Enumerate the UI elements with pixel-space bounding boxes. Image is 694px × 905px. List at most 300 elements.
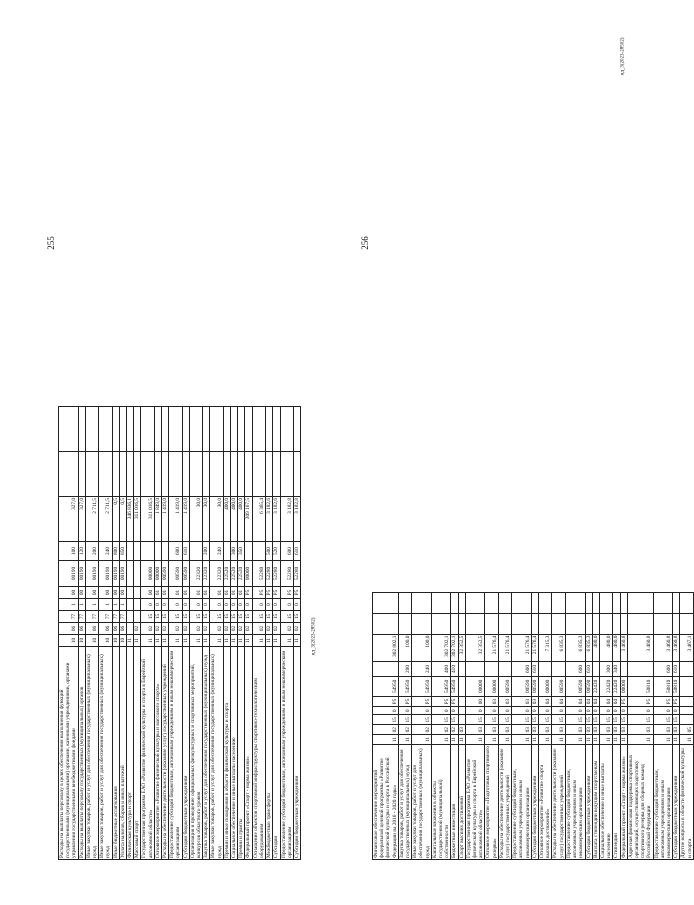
- code-expense-type: [223, 542, 230, 561]
- code-section: 11: [680, 735, 693, 745]
- code-subprogram: 0: [498, 707, 511, 715]
- code-section: 11: [412, 735, 432, 745]
- code-section: 11: [431, 735, 451, 745]
- code-subprogram: 0: [210, 599, 223, 611]
- amount-2: [245, 452, 252, 497]
- code-subprogram: 0: [620, 707, 627, 715]
- table-row: [431, 593, 451, 860]
- code-event: 01: [238, 587, 245, 599]
- code-expense-type: 500: [266, 542, 273, 561]
- code-subprogram: 0: [238, 599, 245, 611]
- code-section: 11: [189, 635, 202, 647]
- table-row: [680, 593, 693, 860]
- amount-1: 21 576,4: [485, 634, 498, 662]
- code-subprogram: 0: [293, 599, 300, 611]
- code-program: 77: [119, 611, 126, 623]
- table-row: [189, 407, 202, 860]
- code-program: 15: [498, 715, 511, 725]
- code-event: P5: [398, 697, 411, 707]
- row-name: Социальное обеспечение и иные выплаты населению: [231, 647, 238, 860]
- row-name: Предоставление субсидий бюджетным, автономным учреждениям и иным некоммерческим организациям: [565, 744, 585, 859]
- code-subsection: 03: [653, 725, 673, 735]
- code-direction: 50810: [653, 676, 673, 696]
- code-section: 11: [373, 735, 399, 745]
- code-section: 11: [451, 735, 458, 745]
- table-row: [531, 593, 538, 860]
- row-name: Иные закупки товаров, работ и услуг для обеспечения государственных (муниципальных) нужд: [210, 647, 223, 860]
- code-subsection: 02: [398, 725, 411, 735]
- code-subprogram: 0: [613, 707, 620, 715]
- table-row: [245, 407, 252, 860]
- amount-1: 21 576,4: [498, 634, 511, 662]
- amount-1: 1 419,0: [162, 497, 169, 542]
- code-subsection: 02: [252, 623, 265, 635]
- code-expense-type: 240: [210, 542, 223, 561]
- code-subprogram: 0: [431, 707, 451, 715]
- amount-2: [252, 452, 265, 497]
- amount-2: [373, 613, 399, 634]
- code-program: 15: [531, 715, 538, 725]
- table-row: [162, 407, 169, 860]
- code-program: 15: [280, 611, 293, 623]
- amount-3: [620, 593, 627, 614]
- code-subsection: 03: [599, 725, 612, 735]
- code-subsection: 02: [293, 623, 300, 635]
- code-subsection: 02: [154, 623, 161, 635]
- code-event: P5: [673, 697, 680, 707]
- code-direction: 50810: [673, 676, 680, 696]
- code-subsection: 03: [552, 725, 565, 735]
- code-expense-type: [485, 662, 498, 676]
- code-subprogram: 0: [169, 599, 182, 611]
- amount-3: [266, 407, 273, 452]
- code-subsection: 03: [613, 725, 620, 735]
- table-row: [280, 407, 293, 860]
- amount-3: [465, 593, 485, 614]
- code-subprogram: [127, 599, 134, 611]
- code-subprogram: 0: [252, 599, 265, 611]
- code-subsection: 02: [266, 623, 273, 635]
- code-section: 11: [585, 735, 592, 745]
- code-expense-type: [162, 542, 169, 561]
- table-row: [134, 407, 141, 860]
- code-subprogram: 0: [539, 707, 552, 715]
- code-program: 15: [599, 715, 612, 725]
- amount-2: [465, 613, 485, 634]
- code-event: P5: [431, 697, 451, 707]
- row-name: Основное мероприятие «Развитие физической культуры и массового спорта»: [154, 647, 161, 860]
- code-program: 15: [189, 611, 202, 623]
- code-program: 15: [141, 611, 154, 623]
- amount-3: [182, 407, 189, 452]
- code-program: 15: [238, 611, 245, 623]
- table-row: [599, 593, 612, 860]
- code-expense-type: 610: [673, 662, 680, 676]
- code-event: 01: [182, 587, 189, 599]
- code-expense-type: 300: [599, 662, 612, 676]
- table-row: [373, 593, 399, 860]
- amount-1: 346 836,1: [127, 497, 134, 542]
- code-subprogram: 1: [119, 599, 126, 611]
- code-direction: 00000: [485, 676, 498, 696]
- code-expense-type: 610: [182, 542, 189, 561]
- row-name: Субсидии: [273, 647, 280, 860]
- table-row: [141, 407, 154, 860]
- code-expense-type: 520: [273, 542, 280, 561]
- code-subprogram: 0: [512, 707, 532, 715]
- amount-1: 302 702,1: [451, 634, 458, 662]
- code-program: [680, 715, 693, 725]
- code-direction: 52280: [293, 561, 300, 587]
- code-subsection: [127, 623, 134, 635]
- amount-1: 3 182,6: [266, 497, 273, 542]
- table-row: [592, 593, 599, 860]
- code-direction: 00590: [498, 676, 511, 696]
- amount-1: 400,0: [223, 497, 230, 542]
- code-program: 15: [162, 611, 169, 623]
- code-subprogram: 0: [565, 707, 585, 715]
- row-name: Бюджетные инвестиции: [451, 744, 458, 859]
- code-section: 10: [99, 635, 112, 647]
- amount-3: [141, 407, 154, 452]
- code-direction: 54950: [398, 676, 411, 696]
- code-subsection: 02: [451, 725, 458, 735]
- code-direction: 00000: [620, 676, 627, 696]
- amount-1: 2 711,5: [99, 497, 112, 542]
- amount-3: [613, 593, 620, 614]
- row-name: Расходы на обеспечение деятельности (оказание услуг) государственных учреждений: [162, 647, 169, 860]
- code-subsection: 06: [78, 623, 85, 635]
- code-subsection: 06: [112, 623, 119, 635]
- code-direction: 00590: [585, 676, 592, 696]
- code-direction: 52280: [280, 561, 293, 587]
- amount-2: [293, 452, 300, 497]
- amount-1: 3 460,8: [620, 634, 627, 662]
- code-section: 11: [552, 735, 565, 745]
- code-section: 11: [231, 635, 238, 647]
- code-section: 11: [280, 635, 293, 647]
- table-row: [485, 593, 498, 860]
- code-program: 77: [85, 611, 98, 623]
- code-subsection: 02: [273, 623, 280, 635]
- code-subsection: 03: [585, 725, 592, 735]
- code-direction: 52280: [273, 561, 280, 587]
- code-section: 11: [141, 635, 154, 647]
- code-section: 11: [531, 735, 538, 745]
- table-row: [293, 407, 300, 860]
- code-subprogram: 0: [592, 707, 599, 715]
- amount-3: [673, 593, 680, 614]
- code-section: 11: [252, 635, 265, 647]
- code-expense-type: [627, 662, 653, 676]
- code-expense-type: 120: [78, 542, 85, 561]
- code-subprogram: 0: [653, 707, 673, 715]
- table-row: [512, 593, 532, 860]
- code-section: 11: [210, 635, 223, 647]
- amount-1: 1 419,0: [182, 497, 189, 542]
- code-direction: 22520: [223, 561, 230, 587]
- amount-1: 0,5: [119, 497, 126, 542]
- amount-3: [189, 407, 202, 452]
- code-event: 01: [169, 587, 182, 599]
- amount-1: 3 182,8: [293, 497, 300, 542]
- amount-3: [280, 407, 293, 452]
- code-expense-type: [680, 662, 693, 676]
- row-name: Спорт высших достижений: [458, 744, 465, 859]
- code-program: 15: [182, 611, 189, 623]
- row-name: Государственная программа ЕАО «Развитие физической культуры и спорта в Еврейской автономной области»: [141, 647, 154, 860]
- amount-3: [485, 593, 498, 614]
- amount-2: [210, 452, 223, 497]
- code-direction: 00190: [78, 561, 85, 587]
- code-subprogram: 0: [585, 707, 592, 715]
- code-program: 15: [673, 715, 680, 725]
- amount-2: [613, 613, 620, 634]
- code-expense-type: 600: [280, 542, 293, 561]
- code-subprogram: 0: [465, 707, 485, 715]
- row-name: Физическая культура и спорт: [127, 647, 134, 860]
- code-direction: 00590: [512, 676, 532, 696]
- amount-2: [127, 452, 134, 497]
- code-event: 00: [99, 587, 112, 599]
- code-event: P5: [266, 587, 273, 599]
- amount-3: [599, 593, 612, 614]
- amount-3: [245, 407, 252, 452]
- row-name: Финансовое обеспечение мероприятий федеральной целевой программы «Развитие физической культуры и спорта в Российской Федерации на 2016 - 2020 годы»: [373, 744, 399, 859]
- code-expense-type: [245, 542, 252, 561]
- code-event: 00: [465, 697, 485, 707]
- amount-3: [78, 407, 85, 452]
- code-subprogram: 0: [223, 599, 230, 611]
- code-direction: 22320: [203, 561, 210, 587]
- amount-1: 32 352,5: [458, 634, 465, 662]
- code-event: 00: [141, 587, 154, 599]
- row-name: Закупка товаров, работ и услуг для обеспечения государственных (муниципальных) нужд: [398, 744, 411, 859]
- row-name: Расходы на выплаты персоналу в целях обеспечения выполнения функций государственными (муниципальными) органами, казенными учреждениями, органами управления государственными внебюджетными фондами: [59, 647, 79, 860]
- amount-2: [203, 452, 210, 497]
- row-name: Премии и гранты: [238, 647, 245, 860]
- row-name: Иные бюджетные ассигнования: [112, 647, 119, 860]
- code-program: 15: [465, 715, 485, 725]
- amount-3: [531, 593, 538, 614]
- amount-3: [592, 593, 599, 614]
- code-section: 11: [592, 735, 599, 745]
- amount-2: [134, 452, 141, 497]
- row-name: Расходы на выплаты персоналу государственных (муниципальных) органов: [78, 647, 85, 860]
- table-row: [182, 407, 189, 860]
- amount-3: [99, 407, 112, 452]
- code-event: 03: [498, 697, 511, 707]
- code-direction: 22420: [599, 676, 612, 696]
- amount-1: 3 182,8: [280, 497, 293, 542]
- amount-3: [293, 407, 300, 452]
- amount-3: [231, 407, 238, 452]
- code-section: 10: [59, 635, 79, 647]
- code-subsection: 02: [210, 623, 223, 635]
- amount-2: [458, 613, 465, 634]
- amount-2: [223, 452, 230, 497]
- table-row: [203, 407, 210, 860]
- amount-2: [141, 452, 154, 497]
- table-row: [238, 407, 245, 860]
- amount-1: 0,5: [112, 497, 119, 542]
- amount-2: [565, 613, 585, 634]
- amount-3: [585, 593, 592, 614]
- code-subprogram: 0: [141, 599, 154, 611]
- code-expense-type: [458, 662, 465, 676]
- code-subprogram: 1: [99, 599, 112, 611]
- code-subsection: 02: [245, 623, 252, 635]
- amount-2: [620, 613, 627, 634]
- code-expense-type: 350: [238, 542, 245, 561]
- code-event: [134, 587, 141, 599]
- code-section: 10: [78, 635, 85, 647]
- code-direction: 00590: [552, 676, 565, 696]
- code-expense-type: [498, 662, 511, 676]
- amount-3: [112, 407, 119, 452]
- amount-2: [653, 613, 673, 634]
- amount-3: [539, 593, 552, 614]
- row-name: Межбюджетные трансферты: [266, 647, 273, 860]
- code-subprogram: 0: [599, 707, 612, 715]
- amount-1: 311 016,5: [141, 497, 154, 542]
- code-program: 15: [512, 715, 532, 725]
- code-program: 15: [412, 715, 432, 725]
- amount-1: 480,0: [599, 634, 612, 662]
- code-subprogram: 0: [231, 599, 238, 611]
- table-row: [273, 407, 280, 860]
- code-event: 01: [223, 587, 230, 599]
- code-subprogram: [458, 707, 465, 715]
- code-subsection: 02: [373, 725, 399, 735]
- amount-3: [238, 407, 245, 452]
- amount-2: [169, 452, 182, 497]
- code-expense-type: [134, 542, 141, 561]
- code-expense-type: 610: [293, 542, 300, 561]
- amount-1: 3 467,1: [680, 634, 693, 662]
- code-subsection: 03: [458, 725, 465, 735]
- code-event: 04: [592, 697, 599, 707]
- amount-1: 21 576,4: [512, 634, 532, 662]
- code-expense-type: 850: [119, 542, 126, 561]
- code-subprogram: [680, 707, 693, 715]
- code-subsection: 02: [162, 623, 169, 635]
- row-name: Иные закупки товаров, работ и услуг для обеспечения государственных (муниципальных) нужд: [412, 744, 432, 859]
- code-subprogram: 0: [451, 707, 458, 715]
- code-subprogram: 0: [673, 707, 680, 715]
- code-subsection: 03: [465, 725, 485, 735]
- amount-3: [154, 407, 161, 452]
- code-direction: 22420: [613, 676, 620, 696]
- amount-2: [412, 613, 432, 634]
- row-name: Организация и проведение официальных физкультурных и спортивных мероприятий, конкурсов областного уровня: [189, 647, 202, 860]
- amount-2: [627, 613, 653, 634]
- code-subprogram: 0: [485, 707, 498, 715]
- code-section: 11: [293, 635, 300, 647]
- amount-1: 327,0: [59, 497, 79, 542]
- table-body-left: [59, 407, 301, 860]
- code-program: 15: [653, 715, 673, 725]
- code-program: 77: [59, 611, 79, 623]
- amount-2: [99, 452, 112, 497]
- code-subprogram: 0: [531, 707, 538, 715]
- amount-1: 3 460,8: [627, 634, 653, 662]
- code-section: 11: [245, 635, 252, 647]
- amount-3: [85, 407, 98, 452]
- code-program: 15: [585, 715, 592, 725]
- code-event: 00: [119, 587, 126, 599]
- code-section: 11: [458, 735, 465, 745]
- code-program: 15: [373, 715, 399, 725]
- code-subprogram: 1: [112, 599, 119, 611]
- code-subprogram: 0: [266, 599, 273, 611]
- code-subprogram: [134, 599, 141, 611]
- code-direction: 52280: [252, 561, 265, 587]
- amount-2: [238, 452, 245, 497]
- amount-1: 3 182,6: [273, 497, 280, 542]
- amount-1: 6 835,3: [585, 634, 592, 662]
- row-name: Социальное обеспечение и иные выплаты населению: [599, 744, 612, 859]
- row-name: Иные закупки товаров, работ и услуг для обеспечения государственных (муниципальных) нужд: [99, 647, 112, 860]
- amount-2: [552, 613, 565, 634]
- table-body-right: [373, 593, 694, 860]
- amount-2: [189, 452, 202, 497]
- amount-3: [252, 407, 265, 452]
- amount-3: [162, 407, 169, 452]
- row-name: Субсидии бюджетным учреждениям: [182, 647, 189, 860]
- doc-reference-left: ид_3(2023-28502): [311, 617, 317, 656]
- code-direction: 00190: [85, 561, 98, 587]
- code-program: 15: [223, 611, 230, 623]
- amount-3: [512, 593, 532, 614]
- code-program: 15: [266, 611, 273, 623]
- code-direction: [127, 561, 134, 587]
- code-subprogram: 0: [245, 599, 252, 611]
- code-event: 01: [162, 587, 169, 599]
- table-row: [585, 593, 592, 860]
- code-section: 11: [599, 735, 612, 745]
- code-program: 15: [592, 715, 599, 725]
- amount-1: 1 849,0: [154, 497, 161, 542]
- code-program: 15: [203, 611, 210, 623]
- code-direction: 54950: [412, 676, 432, 696]
- code-expense-type: 200: [398, 662, 411, 676]
- code-event: 04: [613, 697, 620, 707]
- row-name: Выплата стипендии ведущим спортсменам: [592, 744, 599, 859]
- code-expense-type: [373, 662, 399, 676]
- row-name: Предоставление субсидий бюджетным, автономным учреждениям и иным некоммерческим организациям: [169, 647, 182, 860]
- code-subsection: 03: [539, 725, 552, 735]
- code-expense-type: [154, 542, 161, 561]
- code-direction: 22420: [592, 676, 599, 696]
- code-subsection: 06: [59, 623, 79, 635]
- code-expense-type: [465, 662, 485, 676]
- code-expense-type: 240: [99, 542, 112, 561]
- code-expense-type: 600: [512, 662, 532, 676]
- amount-2: [231, 452, 238, 497]
- amount-1: 327,0: [78, 497, 85, 542]
- code-event: P5: [373, 697, 399, 707]
- code-subsection: 02: [412, 725, 432, 735]
- code-subprogram: 0: [552, 707, 565, 715]
- table-row: [78, 407, 85, 860]
- code-direction: 00190: [119, 561, 126, 587]
- amount-3: [119, 407, 126, 452]
- code-subsection: 02: [189, 623, 202, 635]
- table-row: [673, 593, 680, 860]
- table-row: [252, 407, 265, 860]
- code-section: 11: [154, 635, 161, 647]
